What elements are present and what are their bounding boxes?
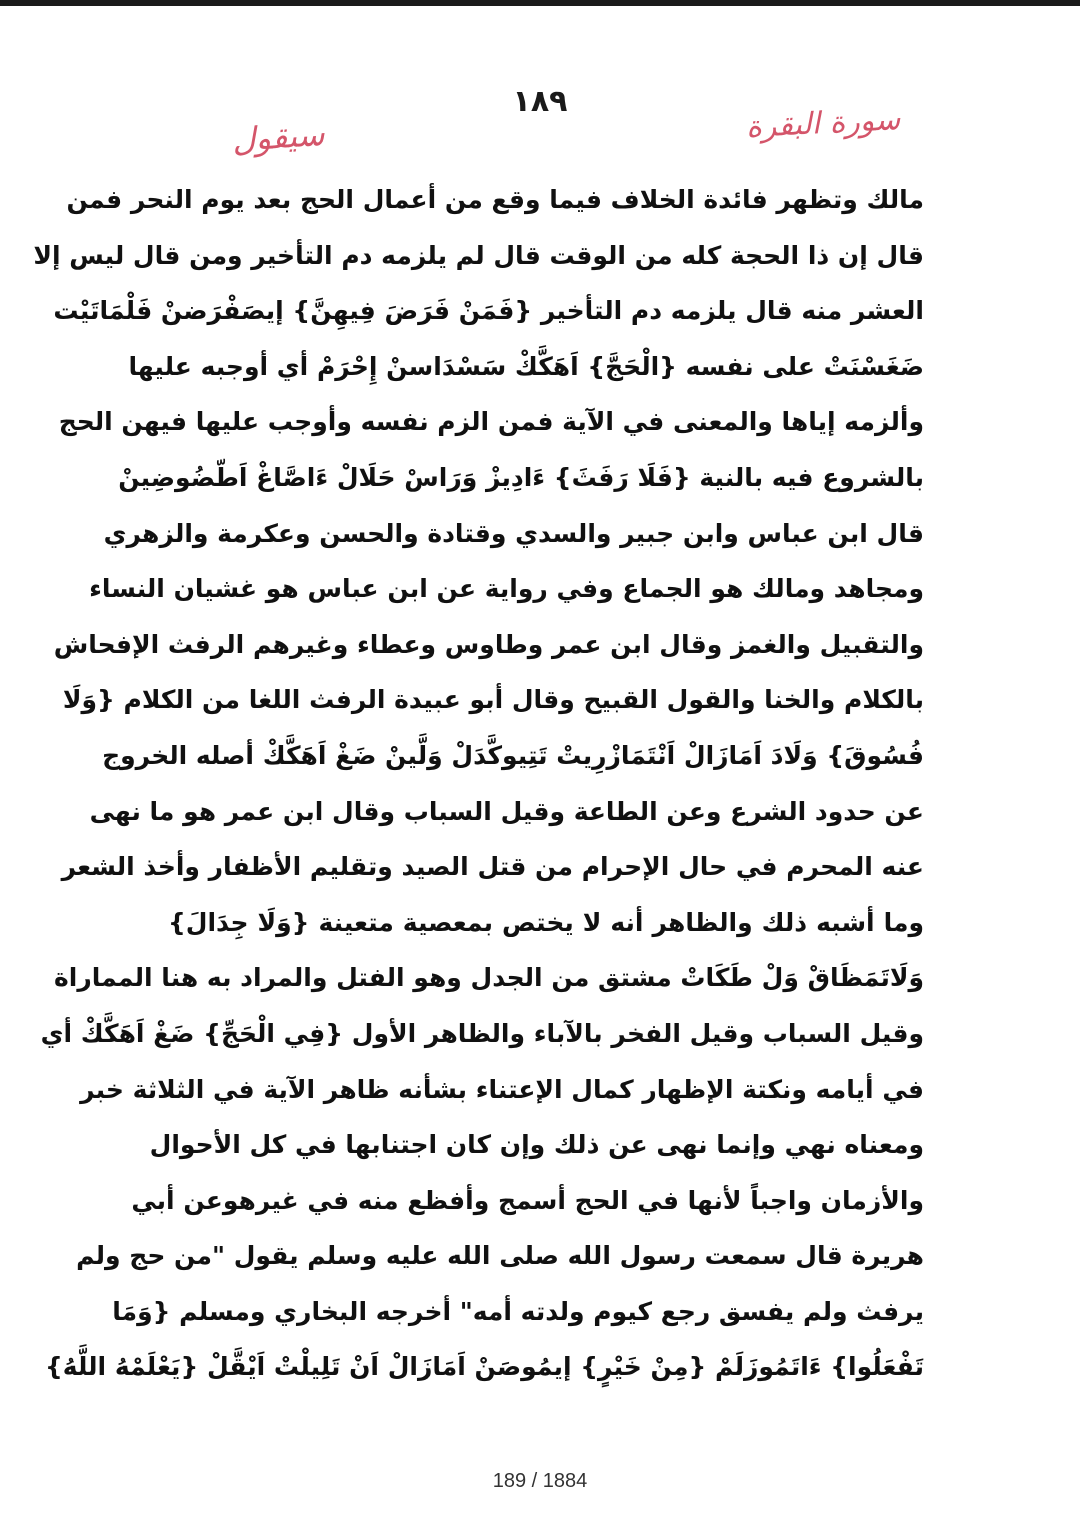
page-counter: 189 / 1884 — [492, 1470, 588, 1492]
text-line: هريرة قال سمعت رسول الله صلى الله عليه وسلم يقول "من حج ولم — [76, 1241, 924, 1271]
text-line: قال ابن عباس وابن جبير والسدي وقتادة والحسن وعكرمة والزهري — [103, 518, 924, 548]
text-line: في أيامه ونكتة الإظهار كمال الإعتناء بشأنه ظاهر الآية في الثلاثة خبر — [80, 1074, 924, 1104]
scanned-page — [0, 6, 1080, 1528]
text-line: عنه المحرم في حال الإحرام من قتل الصيد وتقليم الأظفار وأخذ الشعر — [61, 852, 924, 882]
text-line: العشر منه قال يلزمه دم التأخير {فَمَنْ فَرَضَ فِيهِنَّ} إيصَفْرَضنْ فَلْمَاتَيْت — [53, 296, 924, 326]
text-line: تَفْعَلُوا} ءَاتَمُوزَلَمْ {مِنْ خَيْرٍ} إيمُوصَنْ اَمَازَالْ اَنْ تَلِيلْتْ اَيْقَّلْ {يَعْلَمْهُ اللَّهُ} — [45, 1352, 924, 1382]
body-text — [33, 172, 924, 1395]
text-line: يرفث ولم يفسق رجع كيوم ولدته أمه" أخرجه البخاري ومسلم {وَمَا — [112, 1296, 924, 1326]
text-line: ضَغَسْنَتْ على نفسه {الْحَجَّ} اَهَكَّكْ سَسْدَاسنْ إِحْرَمْ أي أوجبه عليها — [128, 351, 924, 381]
text-line: وَلَاتَمَظَاقْ وَلْ طَكَاتْ مشتق من الجدل وهو الفتل والمراد به هنا المماراة — [54, 963, 924, 993]
text-line: فُسُوقَ} وَلَادَ اَمَازَالْ اَنْتَمَازْرِيتْ تَتِيوكَّدَلْ وَلَّينْ ضَغْ اَهَكَّكْ أصله الخروج — [102, 740, 924, 770]
text-line: وقيل السباب وقيل الفخر بالآباء والظاهر الأول {فِي الْحَجِّ} ضَغْ اَهَكَّكْ أي — [40, 1018, 924, 1048]
text-line: والأزمان واجباً لأنها في الحج أسمج وأفظع منه في غيرهوعن أبي — [131, 1185, 924, 1215]
text-line: وألزمه إياها والمعنى في الآية فمن الزم نفسه وأوجب عليها فيهن الحج — [58, 407, 924, 437]
text-line: وما أشبه ذلك والظاهر أنه لا يختص بمعصية متعينة {وَلَا جِدَالَ} — [168, 907, 924, 937]
handwritten-annotation-left: سيقول — [230, 114, 326, 160]
text-line: قال إن ذا الحجة كله من الوقت قال لم يلزمه دم التأخير ومن قال ليس إلا — [33, 240, 924, 270]
text-line: ومعناه نهي وإنما نهى عن ذلك وإن كان اجتنابها في كل الأحوال — [149, 1130, 924, 1160]
text-line: عن حدود الشرع وعن الطاعة وقيل السباب وقال ابن عمر هو ما نهى — [89, 796, 924, 826]
text-line: مالك وتظهر فائدة الخلاف فيما وقع من أعمال الحج بعد يوم النحر فمن — [66, 185, 924, 214]
page-number: ١٨٩ — [512, 84, 568, 119]
text-line: والتقبيل والغمز وقال ابن عمر وطاوس وعطاء وغيرهم الرفث الإفحاش — [53, 629, 924, 659]
text-line: بالشروع فيه بالنية {فَلَا رَفَثَ} ءَادِيزْ وَرَاسْ حَلَالْ ءَاصَّاغْ اَطّضُوضِينْ — [118, 462, 924, 492]
text-line: ومجاهد ومالك هو الجماع وفي رواية عن ابن عباس هو غشيان النساء — [89, 574, 924, 604]
text-line: بالكلام والخنا والقول القبيح وقال أبو عبيدة الرفث اللغا من الكلام {وَلَا — [62, 685, 924, 715]
handwritten-annotation-right: سورة البقرة — [744, 101, 901, 146]
